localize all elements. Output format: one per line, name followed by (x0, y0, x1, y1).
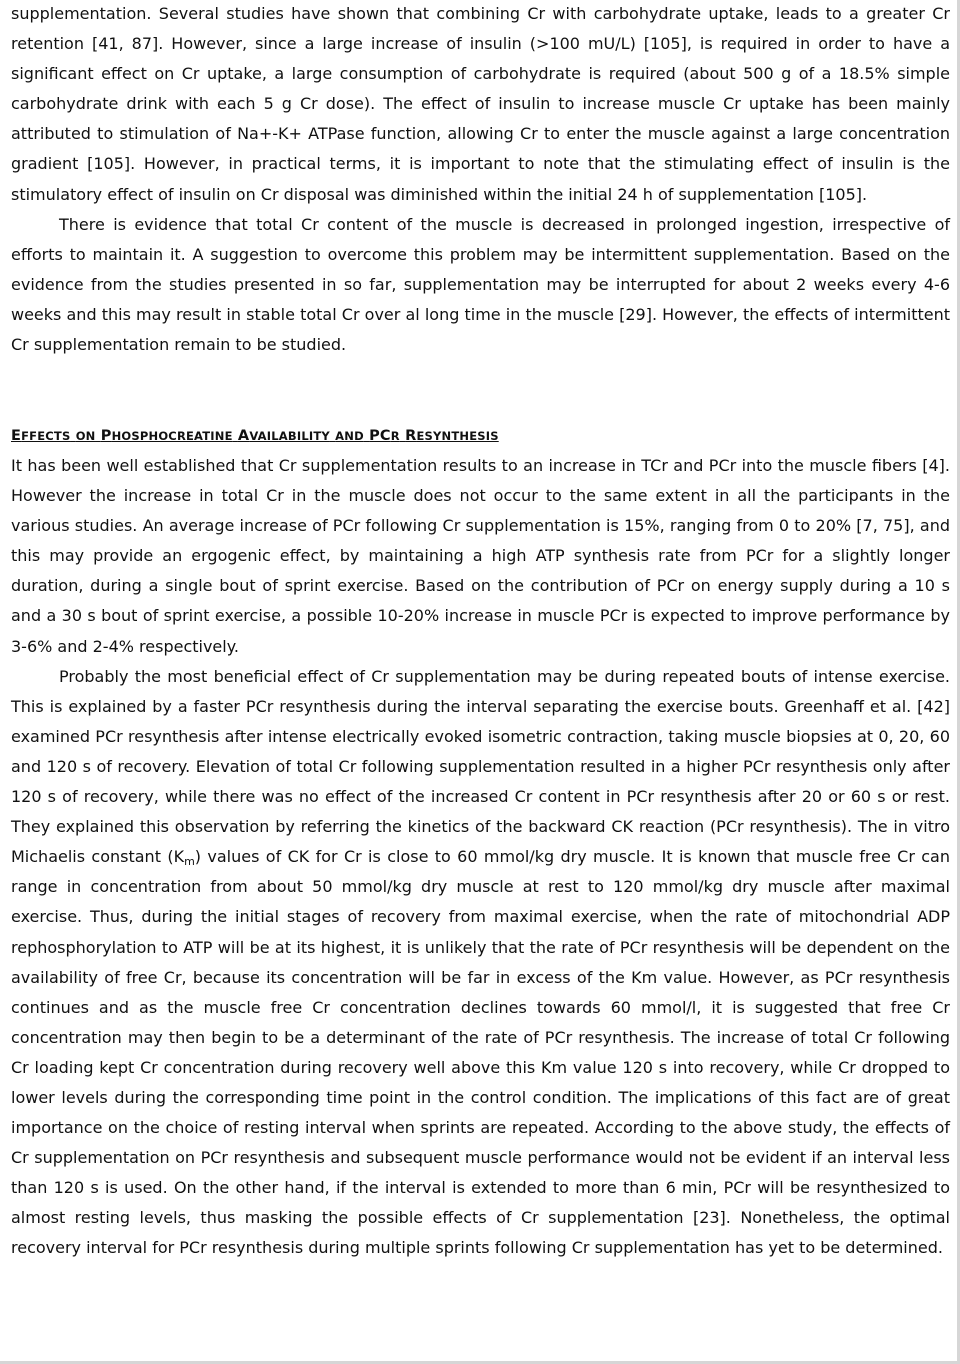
paragraph-carbohydrate-insulin: supplementation. Several studies have shown that combining Cr with carbohydrate uptake, leads to a greater Cr retention [41, 87]. However, since a large increase of insulin (>100 mU/L) [105], is required in order to have a significant effect on Cr uptake, a large consumption of carbohydrate is required (about 500 g of a 18.5% simple carbohydrate drink with each 5 g Cr dose). The effect of insulin to increase muscle Cr uptake has been mainly attributed to stimulation of Na+-K+ ATPase function, allowing Cr to enter the muscle against a large concentration gradient [105]. However, in practical terms, it is important to note that the stimulating effect of insulin is the stimulatory effect of insulin on Cr disposal was diminished within the initial 24 h of supplementation [105]. (11, 4, 950, 204)
heading-word: ON (75, 429, 96, 443)
heading-word: PCR (369, 428, 400, 444)
heading-word: AND (335, 429, 364, 443)
section-pcr-resynthesis (11, 451, 950, 1264)
paragraph-intermittent-supplementation: There is evidence that total Cr content of the muscle is decreased in prolonged ingestion, irrespective of efforts to maintain it. A suggestion to overcome this problem may be intermittent supplementation. Based on the evidence from the studies presented in so far, supplementation may be interrupted for about 2 weeks every 4-6 weeks and this may result in stable total Cr over al long time in the muscle [29]. However, the effects of intermittent Cr supplementation remain to be studied. (11, 214, 950, 355)
section-creatine-uptake (11, 0, 950, 360)
paragraph-repeated-bouts: Probably the most beneficial effect of Cr supplementation may be during repeated bouts of intense exercise. This is explained by a faster PCr resynthesis during the interval separating the exercise bouts. Greenhaff et al. [42] examined PCr resynthesis after intense electrically evoked isometric contraction, taking muscle biopsies at 0, 20, 60 and 120 s of recovery. Elevation of total Cr following supplementation resulted in a higher PCr resynthesis only after 120 s of recovery, while there was no effect of the increased Cr content in PCr resynthesis after 20 or 60 s or rest. They explained this observation by referring the kinetics of the backward CK reaction (PCr resynthesis). The in vitro Michaelis constant $(K_m)$ values of CK for Cr is close to 60 mmol/kg dry muscle. It is known that muscle free Cr can range in concentration from about 50 mmol/kg dry muscle at rest to 120 mmol/kg dry muscle after maximal exercise. Thus, during the initial stages of recovery from maximal exercise, when the rate of mitochondrial ADP rephosphorylation to ATP will be at its highest, it is unlikely that the rate of PCr resynthesis will be dependent on the availability of free Cr, because its concentration will be far in excess of the Km value. However, as PCr resynthesis continues and as the muscle free Cr concentration declines towards 60 mmol/l, it is suggested that free Cr concentration may then begin to be a determinant of the rate of PCr resynthesis. The increase of total Cr following Cr loading kept Cr concentration during recovery well above this Km value 120 s into recovery, while Cr dropped to lower levels during the corresponding time point in the control condition. The implications of this fact are of great importance on the choice of resting interval when sprints are repeated. According to the above study, the effects of Cr supplementation on PCr resynthesis and subsequent muscle performance would not be evident if an interval less than 120 s is used. On the other hand, if the interval is extended to more than 6 min, PCr will be resynthesized to almost resting levels, thus masking the possible effects of Cr supplementation [23]. Nonetheless, the optimal recovery interval for PCr resynthesis during multiple sprints following Cr supplementation has yet to be determined. (11, 666, 951, 1258)
heading-word: RESYNTHESIS (405, 428, 499, 444)
heading-word: PHOSPHOCREATINE (100, 428, 233, 444)
section-heading (11, 424, 950, 448)
subscript-m: m (184, 855, 195, 869)
heading-word: EFFECTS (11, 428, 71, 444)
paragraph-pcr-increase: It has been well established that Cr supplementation results to an increase in TCr and PCr into the muscle fibers [4]. However the increase in total Cr in the muscle does not occur to the same extent in all the participants in the various studies. An average increase of PCr following Cr supplementation is 15%, ranging from 0 to 20% [7, 75], and this may provide an ergogenic effect, by maintaining a high ATP synthesis rate from PCr for a slightly longer duration, during a single bout of sprint exercise. Based on the contribution of PCr on energy supply during a 10 s and a 30 s bout of sprint exercise, a possible 10-20% increase in muscle PCr is expected to improve performance by 3-6% and 2-4% respectively. (11, 456, 950, 656)
heading-word: AVAILABILITY (237, 428, 330, 444)
